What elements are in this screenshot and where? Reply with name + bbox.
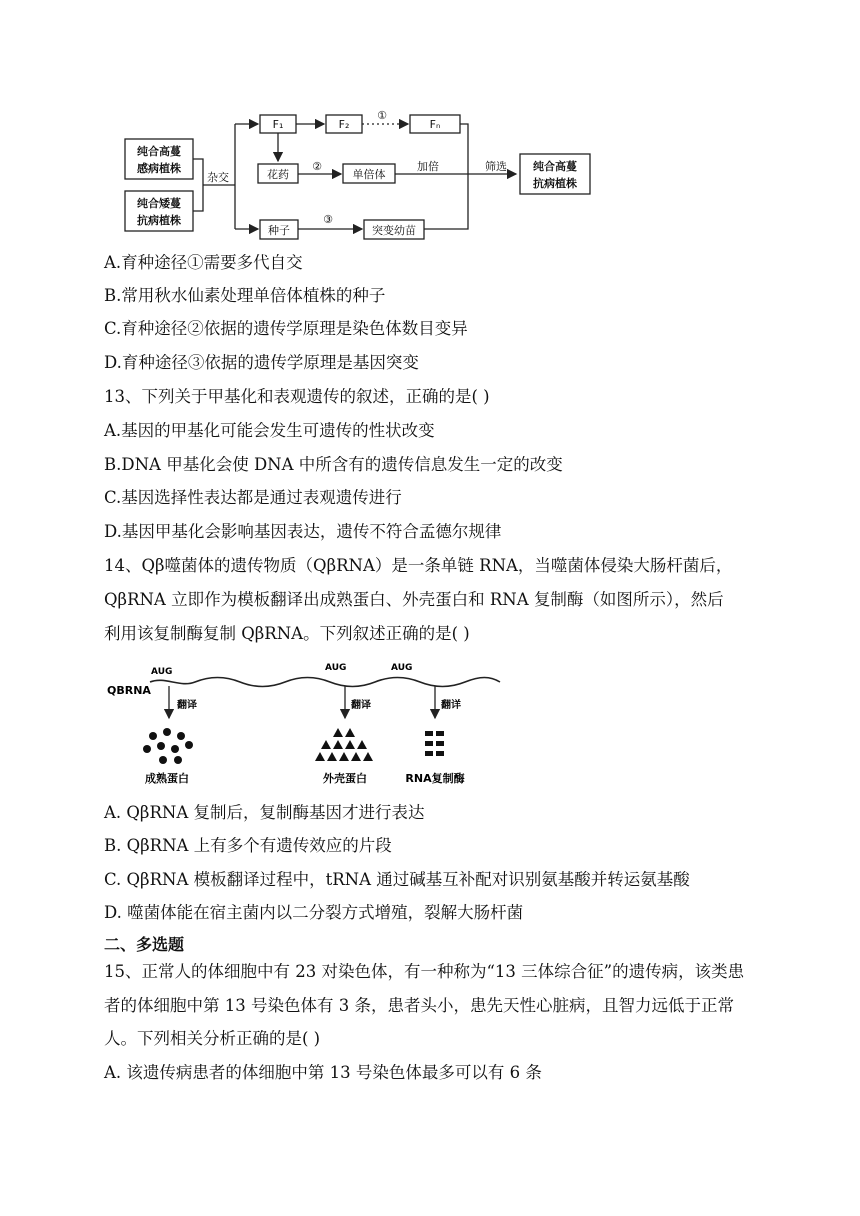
aug-label-2: AUG [325, 663, 347, 673]
seed-label: 种子 [268, 224, 290, 237]
q15-stem-line1: 15、正常人的体细胞中有 23 对染色体，有一种称为“13 三体综合征”的遗传病，该类患 [104, 962, 745, 981]
section-heading: 二、多选题 [104, 935, 185, 954]
q12-option-b: B.常用秋水仙素处理单倍体植株的种子 [104, 286, 386, 305]
q13-option-b: B.DNA 甲基化会使 DNA 中所含有的遗传信息发生一定的改变 [104, 455, 563, 474]
route3-marker: ③ [323, 213, 333, 226]
product-label-1: 成熟蛋白 [145, 772, 189, 785]
route2-marker: ② [312, 160, 322, 173]
q14-option-a: A. QβRNA 复制后，复制酶基因才进行表达 [104, 803, 425, 822]
q15-stem-line3: 人。下列相关分析正确的是( ) [104, 1029, 321, 1048]
mutant-label: 突变幼苗 [372, 224, 416, 237]
aug-label-3: AUG [391, 663, 413, 673]
q13-option-d: D.基因甲基化会影响基因表达，遗传不符合孟德尔规律 [104, 522, 502, 541]
replicase-blocks [425, 731, 444, 756]
q15-option-a: A. 该遗传病患者的体细胞中第 13 号染色体最多可以有 6 条 [104, 1063, 542, 1082]
parent2-line2: 抗病植株 [137, 214, 181, 227]
double-label: 加倍 [417, 160, 439, 173]
route1-marker: ① [377, 109, 387, 122]
q14-stem-line1: 14、Qβ噬菌体的遗传物质（QβRNA）是一条单链 RNA，当噬菌体侵染大肠杆菌后， [104, 556, 733, 575]
f2-label: F₂ [338, 118, 350, 131]
f1-label: F₁ [272, 118, 284, 131]
q14-stem-line2: QβRNA 立即作为模板翻译出成熟蛋白、外壳蛋白和 RNA 复制酶（如图所示），然后 [104, 590, 724, 609]
rna-strand [150, 678, 500, 687]
q14-option-b: B. QβRNA 上有多个有遗传效应的片段 [104, 836, 392, 855]
q14-option-c: C. QβRNA 模板翻译过程中，tRNA 通过碱基互补配对识别氨基酸并转运氨基酸 [104, 870, 690, 889]
parent2-line1: 纯合矮蔓 [137, 197, 181, 210]
q12-option-a: A.育种途径①需要多代自交 [104, 253, 303, 272]
mature-protein-dots [143, 728, 193, 764]
q14-option-d: D. 噬菌体能在宿主菌内以二分裂方式增殖，裂解大肠杆菌 [104, 903, 524, 922]
translate-label-1: 翻译 [177, 700, 197, 711]
result-line1: 纯合高蔓 [533, 160, 577, 173]
q12-option-c: C.育种途径②依据的遗传学原理是染色体数目变异 [104, 319, 468, 338]
q13-option-a: A.基因的甲基化可能会发生可遗传的性状改变 [104, 421, 435, 440]
anther-label: 花药 [267, 168, 289, 181]
parent1-line2: 感病植株 [137, 162, 181, 175]
parent1-line1: 纯合高蔓 [137, 145, 181, 158]
q13-option-c: C.基因选择性表达都是通过表观遗传进行 [104, 488, 402, 507]
q12-option-d: D.育种途径③依据的遗传学原理是基因突变 [104, 353, 419, 372]
translate-label-3: 翻详 [441, 700, 461, 711]
product-label-2: 外壳蛋白 [323, 772, 367, 785]
haploid-label: 单倍体 [352, 168, 386, 181]
screen-label: 筛选 [485, 160, 507, 173]
rna-label: QBRNA [107, 684, 151, 697]
rna-translation-diagram [105, 656, 505, 792]
aug-label-1: AUG [151, 667, 173, 677]
breeding-flowchart [120, 108, 600, 243]
q13-stem: 13、下列关于甲基化和表观遗传的叙述，正确的是( ) [104, 387, 490, 406]
q15-stem-line2: 者的体细胞中第 13 号染色体有 3 条，患者头小，患先天性心脏病，且智力远低于正常 [104, 996, 734, 1015]
coat-protein-triangles [315, 728, 373, 761]
translate-label-2: 翻译 [351, 700, 371, 711]
result-line2: 抗病植株 [533, 177, 577, 190]
product-label-3: RNA复制酶 [405, 772, 465, 785]
q14-stem-line3: 利用该复制酶复制 QβRNA。下列叙述正确的是( ) [104, 624, 470, 643]
cross-label: 杂交 [207, 171, 229, 184]
fn-label: Fₙ [429, 118, 441, 131]
